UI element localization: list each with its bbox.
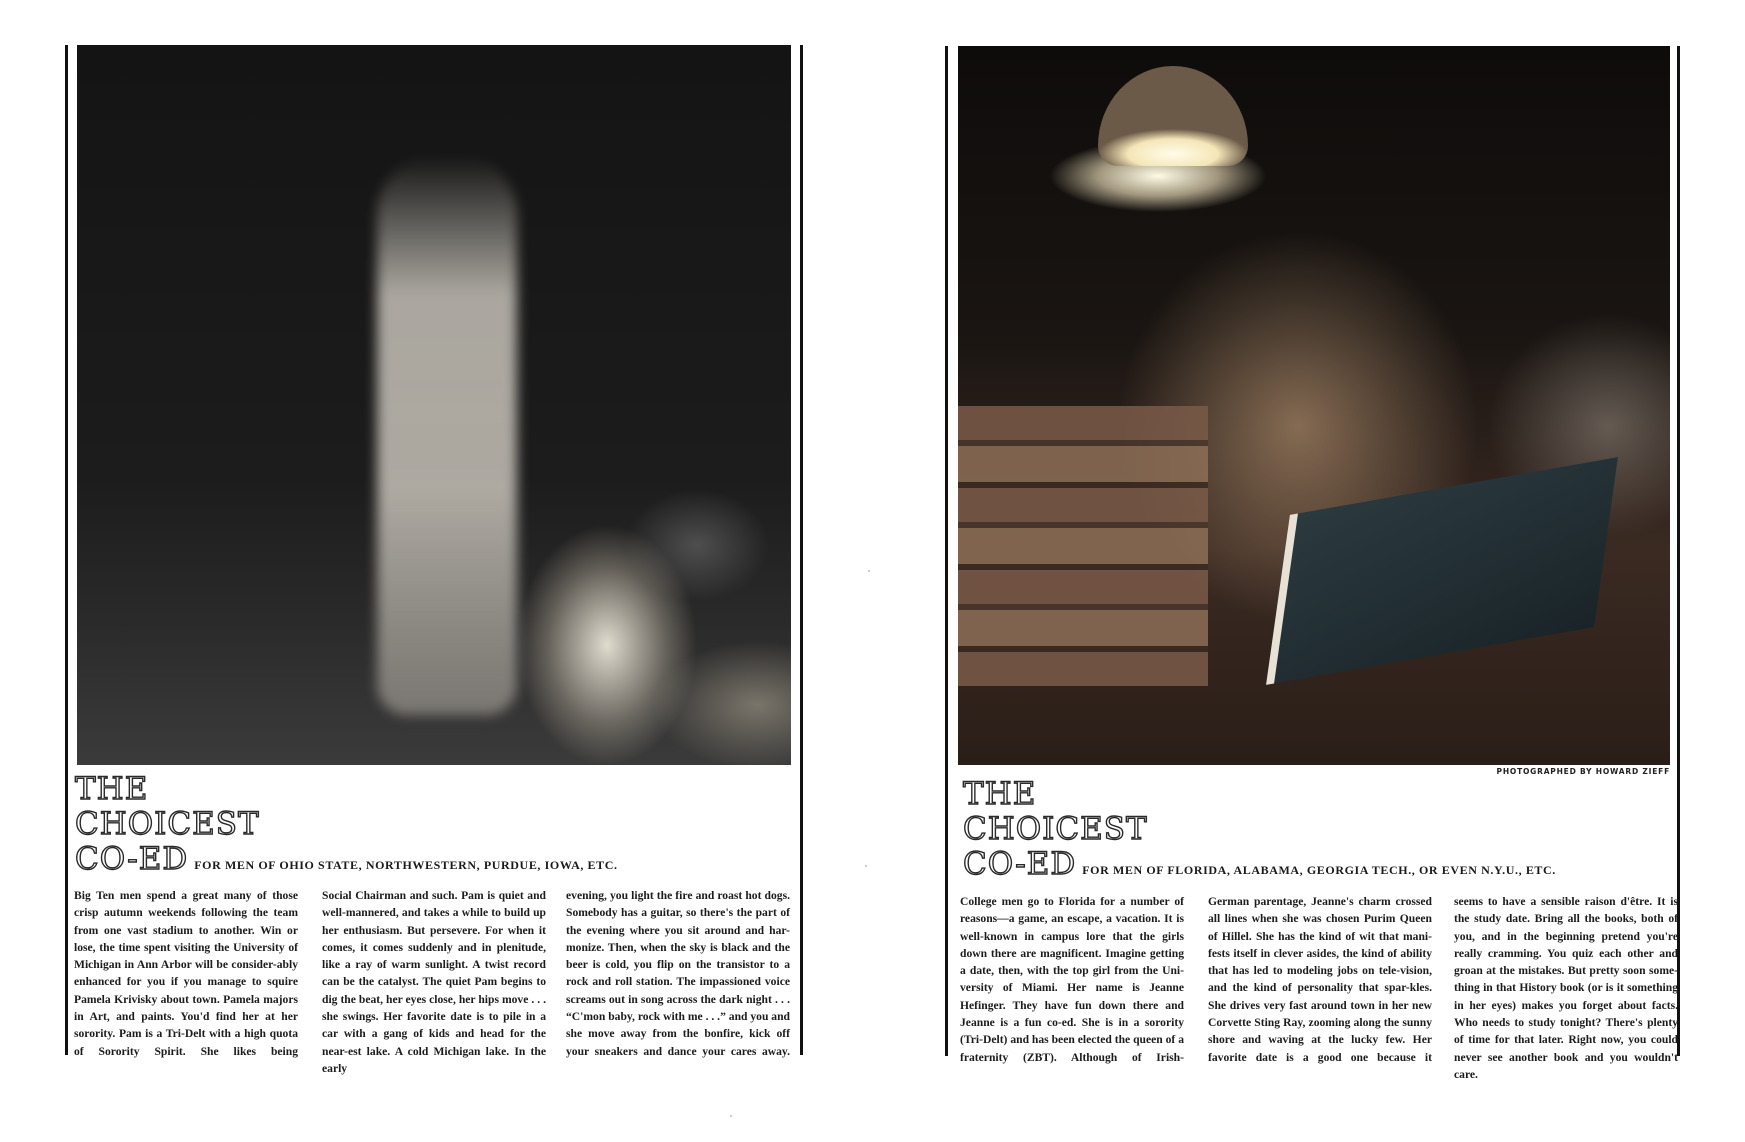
article-text: seems to have a sensible raison d'être. It is the study date. Bring all the books, both of you, and in the beginning pretend you're really cramming. You quiz each other and groan at the mistakes. But pretty soon some-thing in that History book (or is it something in her eyes) makes you forget about facts. Who needs to study tonight? There's plenty of time for that later. Right now, you could never see another book and you wouldn't care. [1454, 895, 1678, 1081]
headline-the: THE [75, 771, 149, 807]
headline-choicest: CHOICEST [75, 806, 260, 842]
headline-subtitle: FOR MEN OF FLORIDA, ALABAMA, GEORGIA TECH., OR EVEN N.Y.U., ETC. [1082, 863, 1556, 877]
left-column-1 [74, 887, 298, 1060]
article-text: Big Ten men spend a great many of those crisp autumn weekends following the team from one vast stadium to another. Win or lose, the time spent visiting the University of Michigan in Ann Arbor will be consider-ably enhanced for you if you manage to squire Pamela Krivisky about town. Pamela majors in Art, and paints. You'd find her at her sorority. Pam is a Tri-Delt with a high quota of Sorority Spirit. She likes being [74, 889, 298, 1058]
paper-speck [730, 1115, 732, 1117]
right-page-left-rule [945, 46, 948, 1056]
headline-the: THE [963, 776, 1037, 812]
article-text: Social Chairman and such. Pam is quiet and well-mannered, and takes a while to build up her enthusiasm. But persevere. For when it comes, it comes suddenly and in plenitude, like a ray of warm sunlight. A twist record can be the catalyst. The quiet Pam begins to dig the beat, her eyes close, her hips move . . . she swings. Her favorite date is to pile in a car with a gang of kids and head for the near-est lake. A cold Michigan lake. In the early [322, 889, 546, 1075]
open-book [1266, 457, 1618, 685]
article-text: German parentage, Jeanne's charm crossed all lines when she was chosen Purim Queen of Hillel. She has the kind of wit that mani-fests itself in clever asides, the kind of ability that has led to modeling jobs on tele-vision, and the kind of personality that spar-kles. She drives very fast around town in her new Corvette Sting Ray, zooming along the sunny shore and waving at the lucky few. Her favorite date is a good one because it [1208, 895, 1432, 1064]
book-stack [958, 406, 1208, 686]
article-text: College men go to Florida for a number of reasons—a game, an escape, a vacation. It is well-known in campus lore that the girls down there are magnificent. Imagine getting a date, then, with the top girl from the Uni-versity of Miami. Her name is Jeanne Hefinger. They have fun down there and Jeanne is a fun co-ed. She is in a sorority (Tri-Delt) and has been elected the queen of a fraternity (ZBT). Although of Irish- [960, 895, 1184, 1064]
dancer-figure [377, 155, 517, 715]
headline-coed: CO-ED [963, 846, 1077, 882]
left-column-2 [322, 887, 546, 1077]
left-column-3 [566, 887, 790, 1060]
desk-lamp [1098, 66, 1248, 166]
photo-credit: PHOTOGRAPHED BY HOWARD ZIEFF [1496, 767, 1670, 776]
right-headline [963, 777, 1556, 882]
bonfire-dancer-photo [77, 45, 791, 765]
right-column-3 [1454, 893, 1678, 1083]
article-text: evening, you light the fire and roast hot dogs. Somebody has a guitar, so there's the part of the evening where you sit around and har-monize. Then, when the sky is black and the beer is cold, you flip on the transistor to a rock and roll station. The impassioned voice screams out in song across the dark night . . . “C'mon baby, rock with me . . .” and you and she move away from the bonfire, kick off your sneakers and dance your cares away. [566, 889, 790, 1058]
paper-speck [868, 570, 870, 572]
headline-coed: CO-ED [75, 841, 189, 877]
right-column-1 [960, 893, 1184, 1066]
left-headline [75, 772, 618, 877]
left-page-right-rule [800, 45, 803, 1055]
left-page-left-rule [65, 45, 68, 1055]
paper-speck [865, 865, 867, 867]
right-column-2 [1208, 893, 1432, 1066]
headline-subtitle: FOR MEN OF OHIO STATE, NORTHWESTERN, PURDUE, IOWA, ETC. [194, 858, 618, 872]
headline-choicest: CHOICEST [963, 811, 1148, 847]
study-date-photo [958, 46, 1670, 765]
